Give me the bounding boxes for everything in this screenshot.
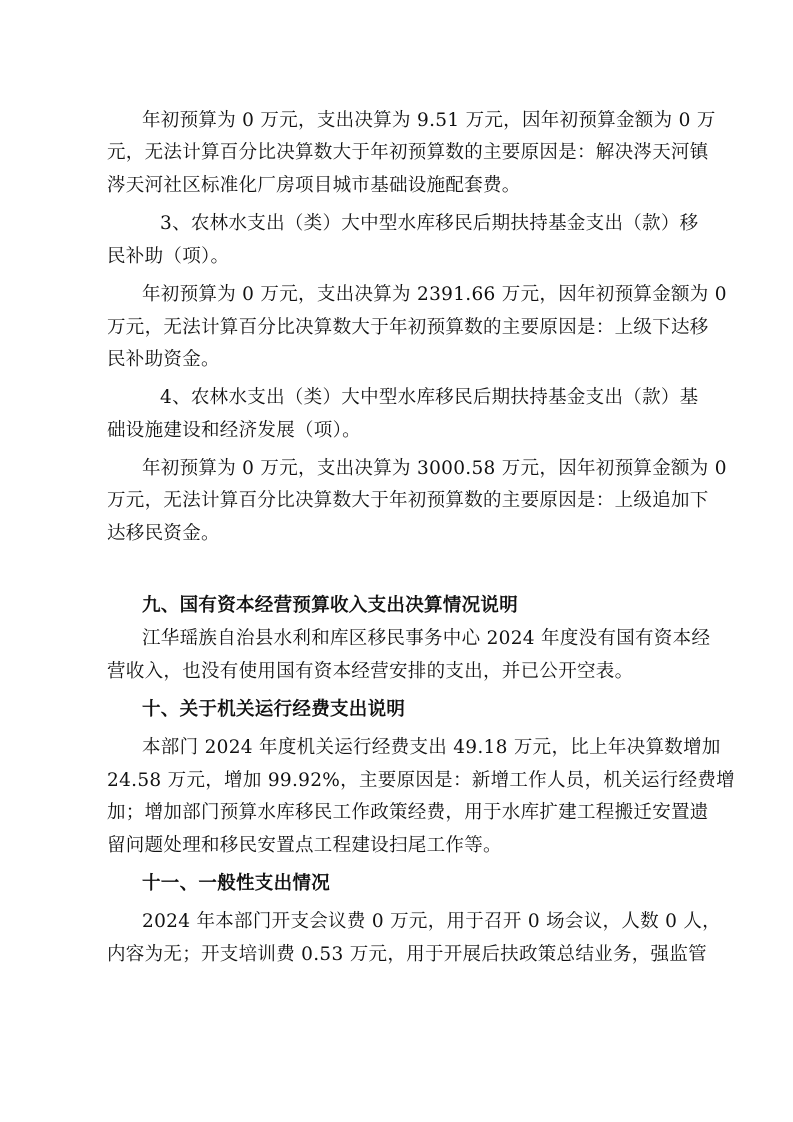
- section-11-heading: 十一、一般性支出情况: [142, 873, 331, 894]
- p7-line1: 本部门 2024 年度机关运行经费支出 49.18 万元，比上年决算数增加: [142, 737, 721, 758]
- p1-line1: 年初预算为 0 万元，支出决算为 9.51 万元，因年初预算金额为 0 万: [142, 110, 716, 131]
- section-10-heading: 十、关于机关运行经费支出说明: [142, 699, 406, 720]
- p6-line2: 营收入，也没有使用国有资本经营安排的支出，并已公开空表。: [107, 661, 634, 682]
- p6-line1: 江华瑶族自治县水利和库区移民事务中心 2024 年度没有国有资本经: [142, 628, 711, 649]
- p1-line3: 涔天河社区标准化厂房项目城市基础设施配套费。: [107, 175, 521, 196]
- p3-line1: 年初预算为 0 万元，支出决算为 2391.66 万元，因年初预算金额为 0: [142, 284, 727, 305]
- p7-line2: 24.58 万元，增加 99.92%，主要原因是：新增工作人员，机关运行经费增: [107, 770, 735, 791]
- p2-line1: 3、农林水支出（类）大中型水库移民后期扶持基金支出（款）移: [160, 213, 699, 234]
- p1-line2: 元，无法计算百分比决算数大于年初预算数的主要原因是：解决涔天河镇: [107, 142, 709, 163]
- p7-line4: 留问题处理和移民安置点工程建设扫尾工作等。: [107, 835, 502, 856]
- p8-line2: 内容为无；开支培训费 0.53 万元，用于开展后扶政策总结业务，强监管: [107, 944, 707, 965]
- p3-line2: 万元，无法计算百分比决算数大于年初预算数的主要原因是：上级下达移: [107, 317, 709, 338]
- p4-line1: 4、农林水支出（类）大中型水库移民后期扶持基金支出（款）基: [160, 387, 699, 408]
- p7-line3: 加；增加部门预算水库移民工作政策经费，用于水库扩建工程搬迁安置遗: [107, 802, 709, 823]
- p5-line1: 年初预算为 0 万元，支出决算为 3000.58 万元，因年初预算金额为 0: [142, 458, 727, 479]
- p5-line2: 万元，无法计算百分比决算数大于年初预算数的主要原因是：上级追加下: [107, 490, 709, 511]
- p8-line1: 2024 年本部门开支会议费 0 万元，用于召开 0 场会议，人数 0 人，: [142, 911, 721, 932]
- p5-line3: 达移民资金。: [107, 523, 220, 544]
- section-9-heading: 九、国有资本经营预算收入支出决算情况说明: [142, 595, 519, 616]
- p3-line3: 民补助资金。: [107, 349, 220, 370]
- p2-line2: 民补助（项）。: [107, 246, 230, 267]
- p4-line2: 础设施建设和经济发展（项）。: [107, 420, 361, 441]
